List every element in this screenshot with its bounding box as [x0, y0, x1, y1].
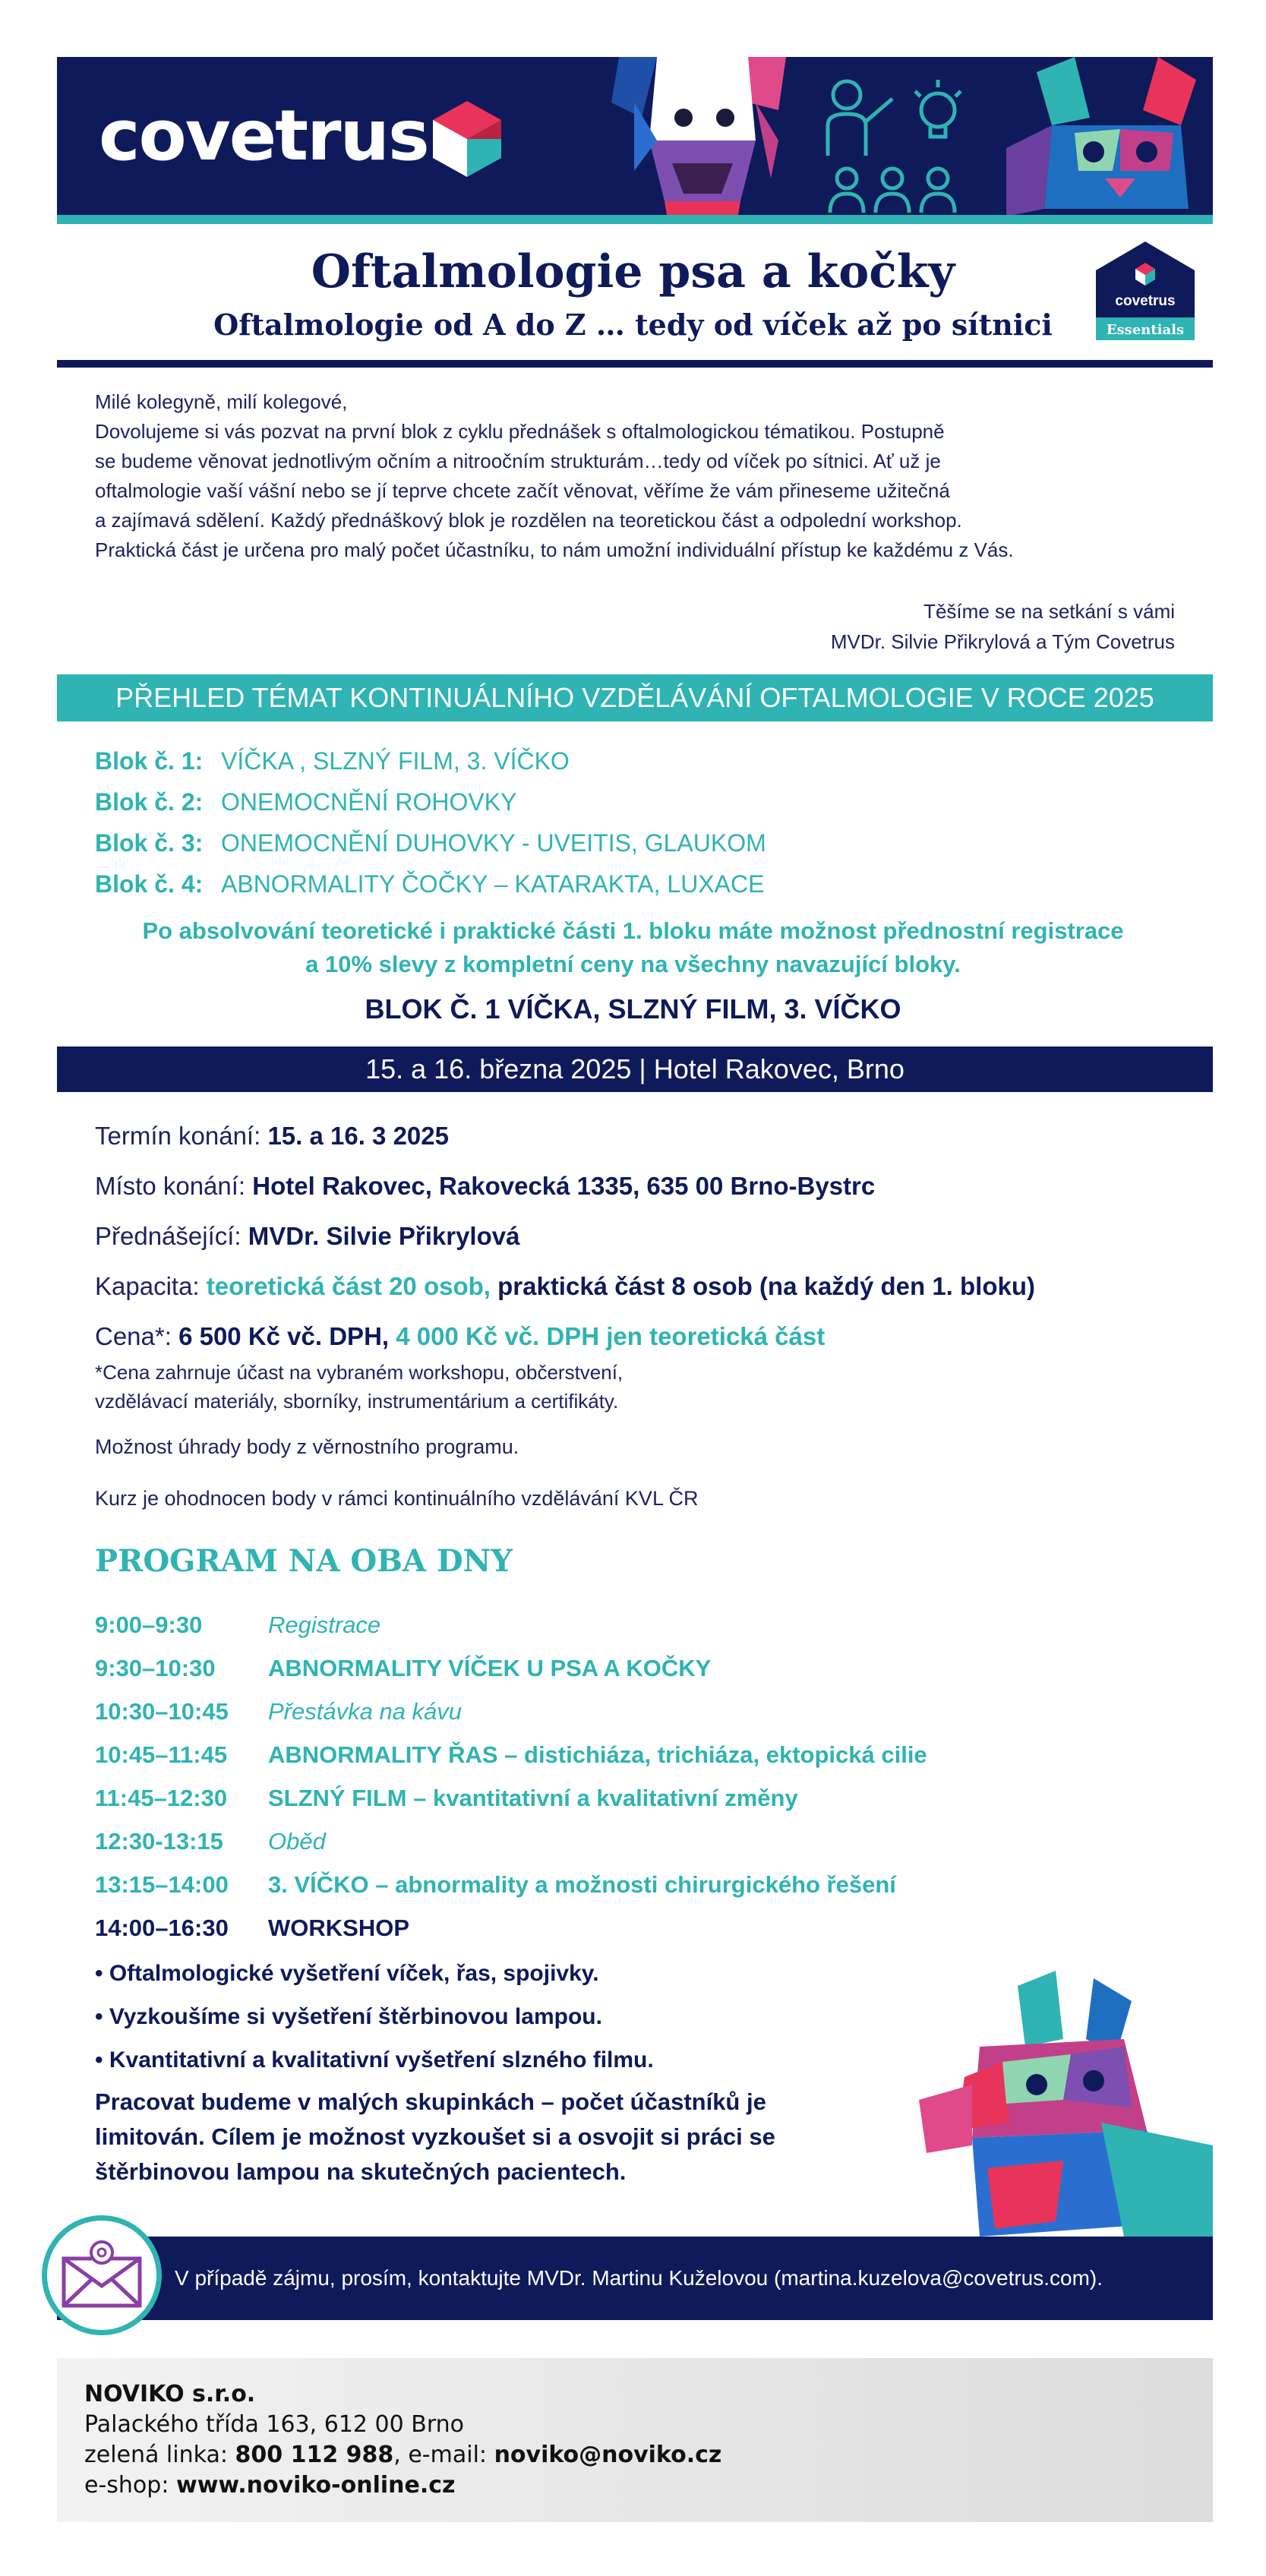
workshop-bullets [95, 1952, 654, 2082]
block-topic: ABNORMALITY ČOČKY – KATARAKTA, LUXACE [221, 870, 765, 898]
program-time: 11:45–12:30 [95, 1785, 228, 1811]
footer-phone-label: zelená linka: [84, 2442, 228, 2468]
detail-value: 4 000 Kč vč. DPH jen teoretická část [396, 1322, 826, 1350]
detail-capacity [95, 1261, 1211, 1312]
dog-illustration-icon [589, 57, 816, 224]
table-row [95, 1906, 927, 1949]
intro-text [95, 387, 1189, 565]
price-note [95, 1358, 623, 1416]
list-item [95, 740, 766, 781]
list-item [95, 781, 766, 822]
detail-label: Termín konání: [95, 1122, 261, 1150]
overview-bar: PŘEHLED TÉMAT KONTINUÁLNÍHO VZDĚLÁVÁNÍ OFTALMOLOGIE V ROCE 2025 [57, 674, 1213, 721]
event-details [95, 1111, 1211, 1362]
signoff [831, 596, 1175, 657]
footer-email-label: , e-mail: [393, 2442, 488, 2468]
block-list [95, 740, 766, 904]
program-time: 10:30–10:45 [95, 1698, 229, 1725]
detail-label: Kapacita: [95, 1272, 200, 1300]
table-row [95, 1733, 927, 1776]
page-subtitle: Oftalmologie od A do Z … tedy od víček až po sítnici [213, 308, 1053, 342]
promo-line: a 10% slevy z kompletní ceny na všechny navazující bloky. [305, 951, 961, 977]
table-row [95, 1603, 927, 1646]
header-stripe [57, 215, 1213, 224]
block-label: Blok č. 2: [95, 788, 204, 816]
email-badge [42, 2215, 162, 2335]
program-time: 14:00–16:30 [95, 1915, 229, 1941]
bulldog-illustration-icon [873, 1971, 1213, 2237]
points-note: Možnost úhrady body z věrnostního programu. [95, 1435, 519, 1458]
table-row [95, 1863, 927, 1906]
header-banner [57, 57, 1213, 224]
program-time: 13:15–14:00 [95, 1871, 229, 1898]
presenter-audience-icon [816, 72, 968, 216]
intro-line: a zajímavá sdělení. Každý přednáškový blok je rozdělen na teoretickou část a odpolední workshop. [95, 509, 962, 532]
kvl-note: Kurz je ohodnocen body v rámci kontinuálního vzdělávání KVL ČR [95, 1487, 699, 1510]
list-item [95, 863, 766, 904]
detail-value: praktická část 8 osob (na každý den 1. bloku) [497, 1272, 1035, 1300]
promo-line: Po absolvování teoretické i praktické části 1. bloku máte možnost přednostní registrace [142, 917, 1124, 944]
detail-value: teoretická část 20 osob, [206, 1272, 491, 1300]
table-row [95, 1690, 927, 1733]
block-label: Blok č. 4: [95, 870, 204, 898]
footer-company: NOVIKO s.r.o. [84, 2381, 256, 2407]
title-divider [57, 360, 1213, 368]
badge-brand-text: covetrus [1115, 293, 1176, 309]
footer-text [84, 2379, 721, 2501]
block1-heading: BLOK Č. 1 VÍČKA, SLZNÝ FILM, 3. VÍČKO [365, 993, 901, 1024]
table-row [95, 1646, 927, 1690]
program-list [95, 1603, 927, 1949]
list-item: • Oftalmologické vyšetření víček, řas, spojivky. [95, 1961, 599, 1986]
block-topic: ONEMOCNĚNÍ DUHOVKY - UVEITIS, GLAUKOM [221, 829, 766, 857]
program-time: 12:30-13:15 [95, 1828, 223, 1855]
program-title: ABNORMALITY VÍČEK U PSA A KOČKY [268, 1655, 712, 1681]
badge-label-text: Essentials [1106, 322, 1185, 338]
block-label: Blok č. 1: [95, 747, 204, 775]
program-title: Oběd [268, 1828, 326, 1855]
signoff-signature: MVDr. Silvie Přikrylová a Tým Covetrus [830, 630, 1175, 653]
price-note-line: *Cena zahrnuje účast na vybraném workshopu, občerstvení, [95, 1361, 624, 1384]
promo-text [0, 914, 1266, 981]
detail-term [95, 1111, 1211, 1161]
logo-text: covetrus [99, 95, 428, 176]
program-title: Přestávka na kávu [268, 1698, 463, 1725]
intro-line: Dovolujeme si vás pozvat na první blok z cyklu přednášek s oftalmologickou tématikou. Postupně [95, 420, 945, 443]
detail-label: Přednášející: [95, 1222, 242, 1250]
program-title: SLZNÝ FILM – kvantitativní a kvalitativní změny [268, 1785, 798, 1811]
block-topic: ONEMOCNĚNÍ ROHOVKY [221, 788, 517, 816]
table-row [95, 1820, 927, 1863]
block-label: Blok č. 3: [95, 829, 204, 857]
table-row [95, 1776, 927, 1820]
covetrus-logo-icon [433, 101, 501, 177]
detail-place [95, 1161, 1211, 1211]
detail-value: 6 500 Kč vč. DPH, [178, 1322, 390, 1350]
contact-text: V případě zájmu, prosím, kontaktujte MVDr. Martinu Kuželovou (martina.kuzelova@covetrus.com). [175, 2266, 1103, 2290]
block-topic: VÍČKA , SLZNÝ FILM, 3. VÍČKO [221, 747, 570, 775]
date-venue-bar: 15. a 16. března 2025 | Hotel Rakovec, Brno [57, 1046, 1213, 1092]
price-note-line: vzdělávací materiály, sborníky, instrumentárium a certifikáty. [95, 1390, 619, 1413]
detail-label: Cena*: [95, 1322, 172, 1350]
detail-price [95, 1312, 1211, 1362]
signoff-line: Těšíme se na setkání s vámi [923, 600, 1175, 623]
detail-value: 15. a 16. 3 2025 [267, 1122, 449, 1150]
program-title: WORKSHOP [268, 1915, 409, 1941]
covetrus-essentials-badge-icon [1096, 242, 1195, 340]
detail-value: MVDr. Silvie Přikrylová [248, 1222, 520, 1250]
list-item [95, 822, 766, 863]
detail-lecturer [95, 1211, 1211, 1261]
program-title: 3. VÍČKO – abnormality a možnosti chirurgického řešení [268, 1871, 896, 1898]
detail-value: Hotel Rakovec, Rakovecká 1335, 635 00 Brno-Bystrc [252, 1172, 876, 1200]
footer-phone[interactable]: 800 112 988 [235, 2442, 394, 2468]
program-time: 9:30–10:30 [95, 1655, 216, 1681]
group-note: Pracovat budeme v malých skupinkách – počet účastníků je limitován. Cílem je možnost vyzkoušet si a osvojit si práci se štěrbinovou lampou na skutečných pacientech. [95, 2088, 775, 2185]
page-title: Oftalmologie psa a kočky [311, 245, 955, 298]
email-envelope-icon [47, 2221, 156, 2330]
footer-email-link[interactable]: noviko@noviko.cz [494, 2442, 722, 2468]
cat-illustration-icon [1006, 57, 1213, 224]
footer-eshop-label: e-shop: [84, 2472, 169, 2499]
detail-label: Místo konání: [95, 1172, 246, 1200]
program-title: Registrace [268, 1612, 381, 1638]
lightbulb-icon [915, 80, 961, 137]
program-time: 10:45–11:45 [95, 1741, 228, 1768]
program-title: ABNORMALITY ŘAS – distichiáza, trichiáza, ektopická cilie [268, 1741, 927, 1768]
intro-line: se budeme věnovat jednotlivým očním a nitroočním strukturám…tedy od víček po sítnici. Ať už je [95, 450, 941, 472]
list-item: • Kvantitativní a kvalitativní vyšetření slzného filmu. [95, 2047, 654, 2072]
footer [57, 2358, 1213, 2522]
footer-eshop-link[interactable]: www.noviko-online.cz [175, 2472, 456, 2499]
program-heading: PROGRAM NA OBA DNY [95, 1543, 513, 1579]
intro-line: Praktická část je určena pro malý počet účastníku, to nám umožní individuální přístup ke každému z Vás. [95, 538, 1014, 561]
footer-address: Palackého třída 163, 612 00 Brno [84, 2411, 464, 2438]
intro-greeting: Milé kolegyně, milí kolegové, [95, 390, 348, 413]
program-time: 9:00–9:30 [95, 1612, 203, 1638]
intro-line: oftalmologie vaší vášní nebo se jí teprve chcete začít věnovat, věříme že vám přineseme užitečná [95, 479, 950, 502]
list-item: • Vyzkoušíme si vyšetření štěrbinovou lampou. [95, 2004, 602, 2029]
contact-bar [57, 2237, 1213, 2320]
